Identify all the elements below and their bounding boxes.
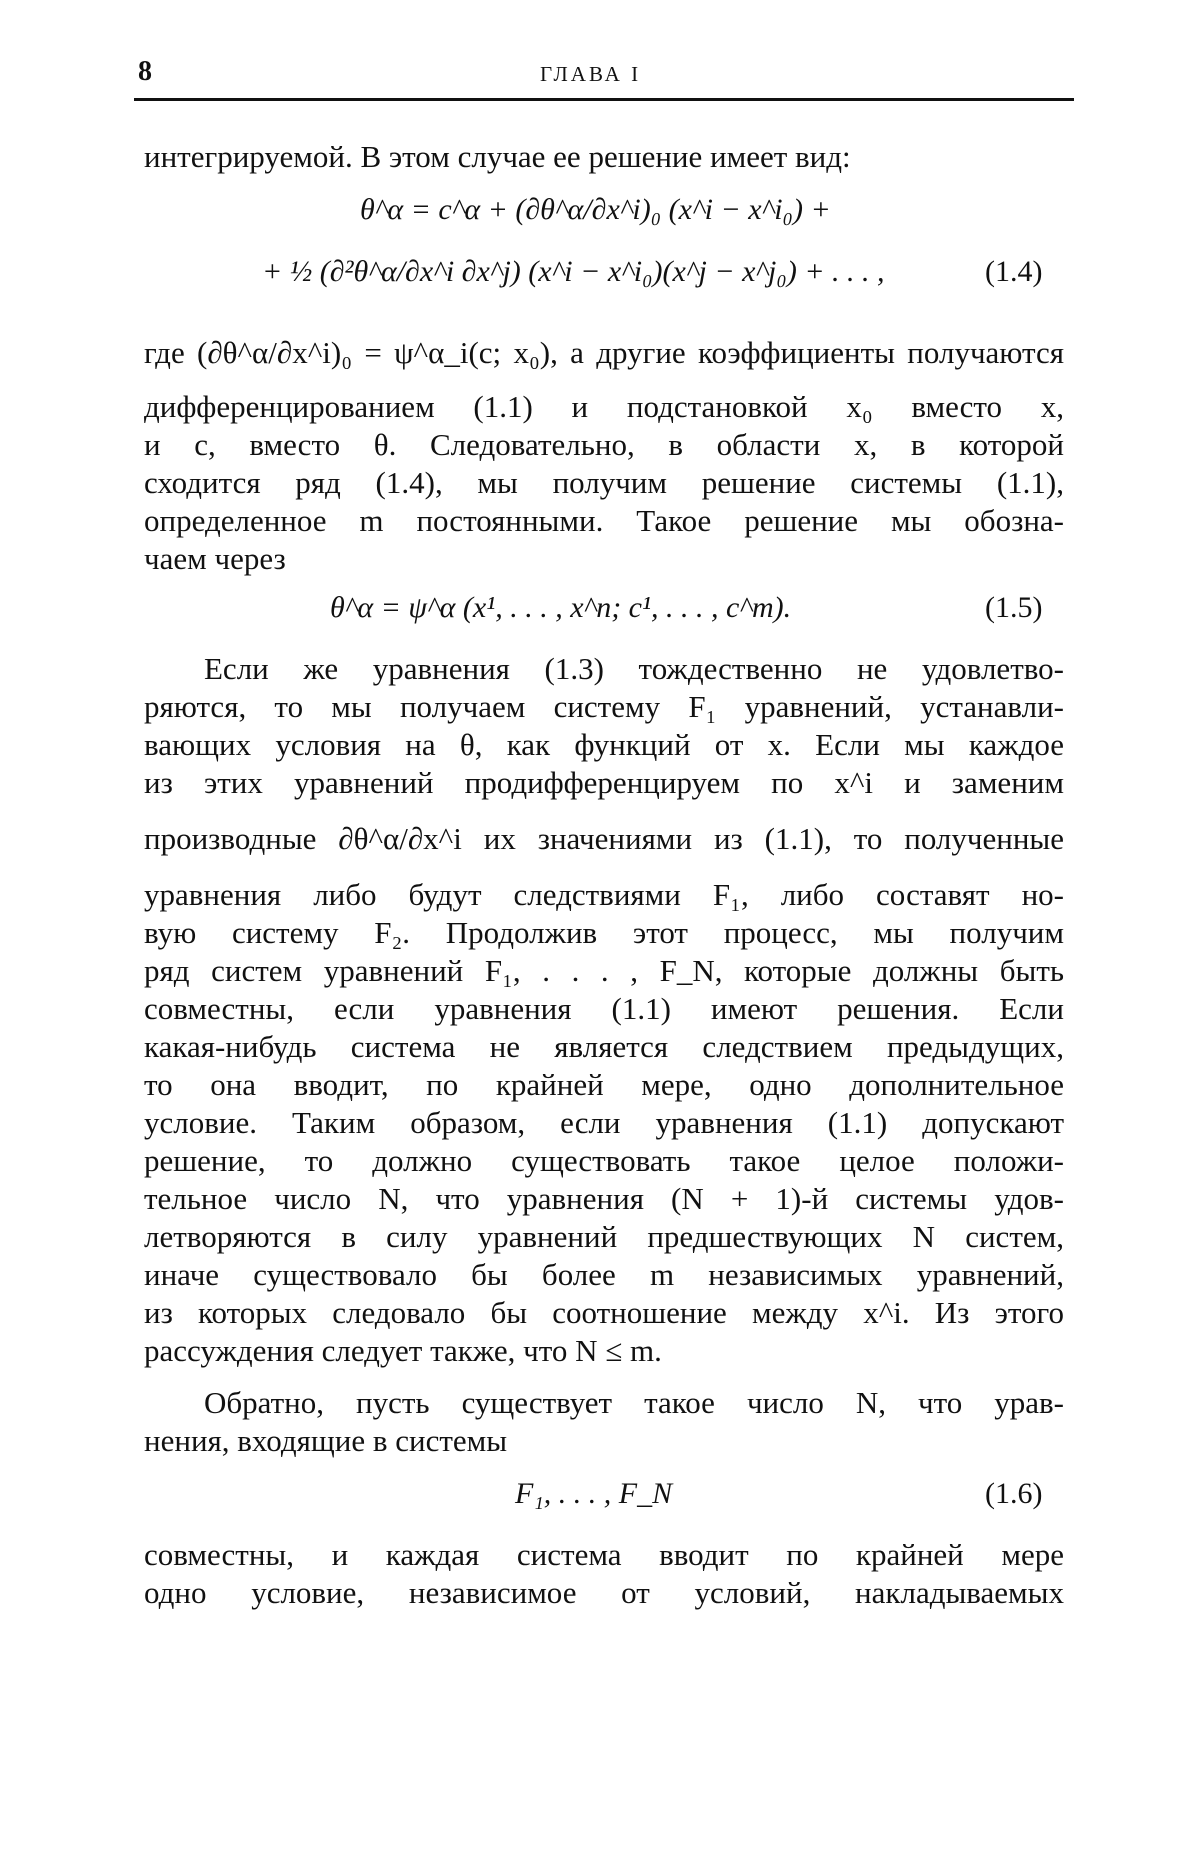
text-line: из которых следовало бы соотношение между x^i. Из этого: [144, 1295, 1064, 1330]
text-line: где (∂θ^α/∂x^i)₀ = ψ^α_i(c; x₀), а другие коэффициенты получаются: [144, 335, 1064, 370]
text-line: то она вводит, по крайней мере, одно дополнительное: [144, 1067, 1064, 1102]
text-line: нения, входящие в системы: [144, 1423, 508, 1458]
equation-number-1-5: (1.5): [985, 591, 1043, 624]
text-line: ряются, то мы получаем систему F₁ уравнений, устанавли-: [144, 689, 1064, 724]
text-line: из этих уравнений продифференцируем по x^i и заменим: [144, 765, 1064, 800]
text-line: решение, то должно существовать такое целое положи-: [144, 1143, 1064, 1178]
text-line: одно условие, независимое от условий, накладываемых: [144, 1575, 1064, 1610]
equation-1-5: θ^α = ψ^α (x¹, . . . , x^n; c¹, . . . , c^m).: [330, 591, 792, 624]
equation-1-4-part-2: + ½ (∂²θ^α/∂x^i ∂x^j) (x^i − x^i₀)(x^j − x^j₀) + . . . ,: [262, 255, 885, 288]
text-line: какая-нибудь система не является следствием предыдущих,: [144, 1029, 1064, 1064]
text-line: Если же уравнения (1.3) тождественно не удовлетво-: [204, 651, 1064, 686]
text-line: тельное число N, что уравнения (N + 1)-й системы удов-: [144, 1181, 1064, 1216]
text-line: иначе существовало бы более m независимых уравнений,: [144, 1257, 1064, 1292]
text-line: рассуждения следует также, что N ≤ m.: [144, 1333, 662, 1368]
equation-1-4-part-1: θ^α = c^α + (∂θ^α/∂x^i)₀ (x^i − x^i₀) +: [360, 193, 831, 226]
text-line: вающих условия на θ, как функций от x. Если мы каждое: [144, 727, 1064, 762]
header-rule: [134, 98, 1074, 101]
text-line: совместны, если уравнения (1.1) имеют решения. Если: [144, 991, 1064, 1026]
text-line: сходится ряд (1.4), мы получим решение системы (1.1),: [144, 465, 1064, 500]
text-line: дифференцированием (1.1) и подстановкой x₀ вместо x,: [144, 389, 1064, 424]
text-line: интегрируемой. В этом случае ее решение имеет вид:: [144, 139, 851, 174]
equation-1-6: F₁, . . . , F_N: [515, 1477, 673, 1510]
text-line: ряд систем уравнений F₁, . . . , F_N, которые должны быть: [144, 953, 1064, 988]
chapter-title: ГЛАВА I: [540, 62, 642, 86]
text-line: Обратно, пусть существует такое число N, что урав-: [204, 1385, 1064, 1420]
text-line: уравнения либо будут следствиями F₁, либо составят но-: [144, 877, 1064, 912]
equation-number-1-4: (1.4): [985, 255, 1043, 288]
text-line: определенное m постоянными. Такое решение мы обозна-: [144, 503, 1064, 538]
text-line: вую систему F₂. Продолжив этот процесс, мы получим: [144, 915, 1064, 950]
text-line: производные ∂θ^α/∂x^i их значениями из (1.1), то полученные: [144, 821, 1064, 856]
text-line: летворяются в силу уравнений предшествующих N систем,: [144, 1219, 1064, 1254]
text-line: совместны, и каждая система вводит по крайней мере: [144, 1537, 1064, 1572]
page-number: 8: [138, 56, 152, 87]
text-line: условие. Таким образом, если уравнения (1.1) допускают: [144, 1105, 1064, 1140]
text-line: и c, вместо θ. Следовательно, в области x, в которой: [144, 427, 1064, 462]
equation-number-1-6: (1.6): [985, 1477, 1043, 1510]
text-line: чаем через: [144, 541, 286, 576]
